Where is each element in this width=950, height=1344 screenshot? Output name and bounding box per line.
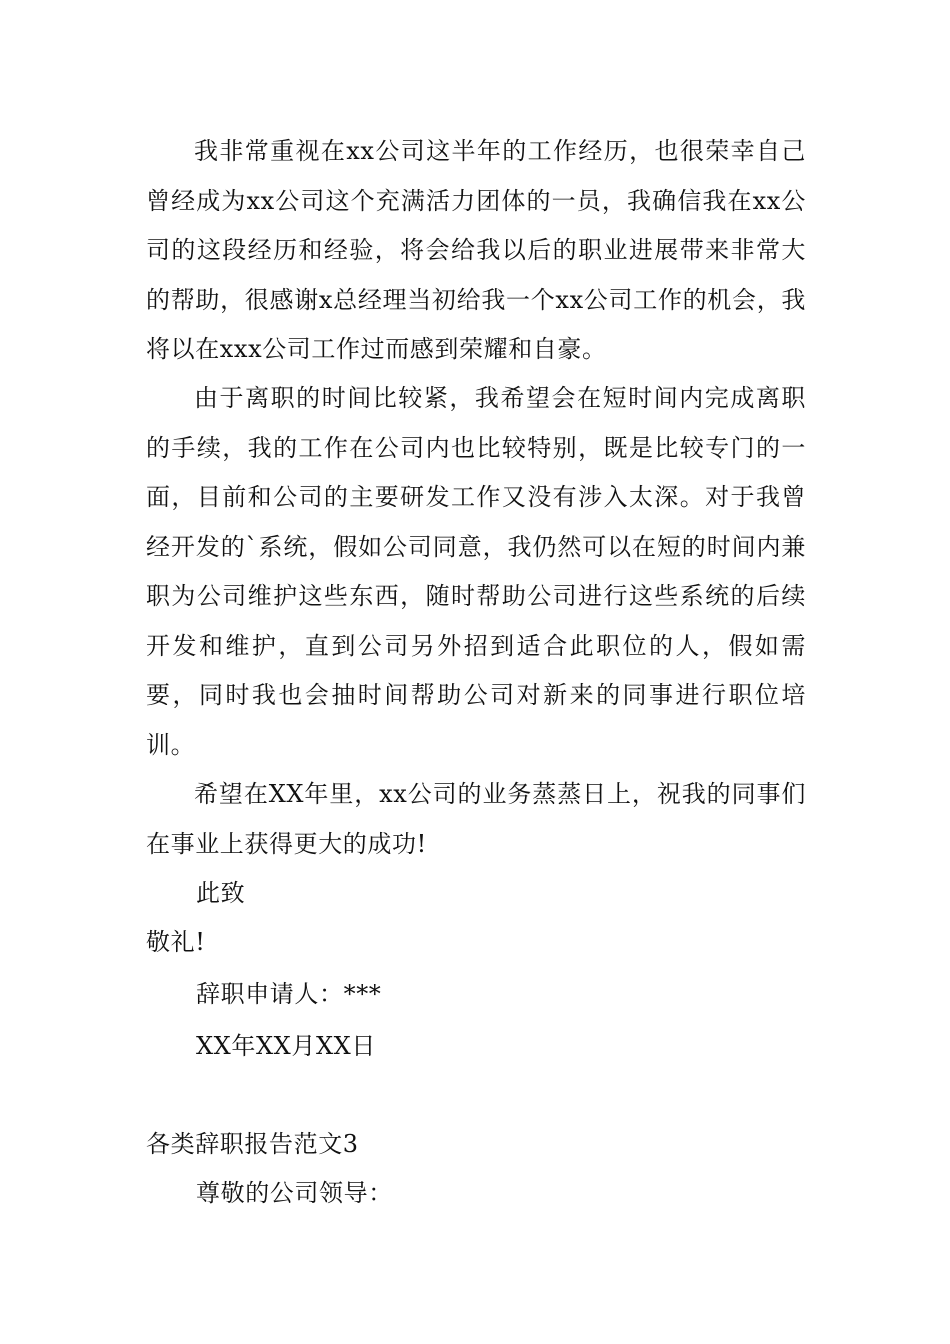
greeting-line: 尊敬的公司领导：: [196, 1179, 393, 1207]
paragraph-wishes: 希望在XX年里，xx公司的业务蒸蒸日上，祝我的同事们在事业上获得更大的成功!: [146, 780, 806, 858]
date-line: XX年XX月XX日: [196, 1032, 376, 1060]
salute-phrase: 敬礼!: [146, 928, 206, 956]
paragraph-handover: 由于离职的时间比较紧，我希望会在短时间内完成离职的手续，我的工作在公司内也比较特别，既是比较专门的一面，目前和公司的主要研发工作又没有涉入太深。对于我曾经开发的`系统，假如公司同意，我仍然可以在短的时间内兼职为公司维护这些东西，随时帮助公司进行这些系统的后续开发和维护，直到公司另外招到适合此职位的人，假如需要，同时我也会抽时间帮助公司对新来的同事进行职位培训。: [146, 384, 806, 759]
paragraph-experience: 我非常重视在xx公司这半年的工作经历，也很荣幸自己曾经成为xx公司这个充满活力团体的一员，我确信我在xx公司的这段经历和经验，将会给我以后的职业进展带来非常大的帮助，很感谢x总经理当初给我一个xx公司工作的机会，我将以在xxx公司工作过而感到荣耀和自豪。: [146, 137, 806, 363]
section-title: 各类辞职报告范文3: [146, 1130, 359, 1158]
signature-line: 辞职申请人：***: [196, 980, 382, 1008]
closing-phrase: 此致: [196, 879, 246, 907]
